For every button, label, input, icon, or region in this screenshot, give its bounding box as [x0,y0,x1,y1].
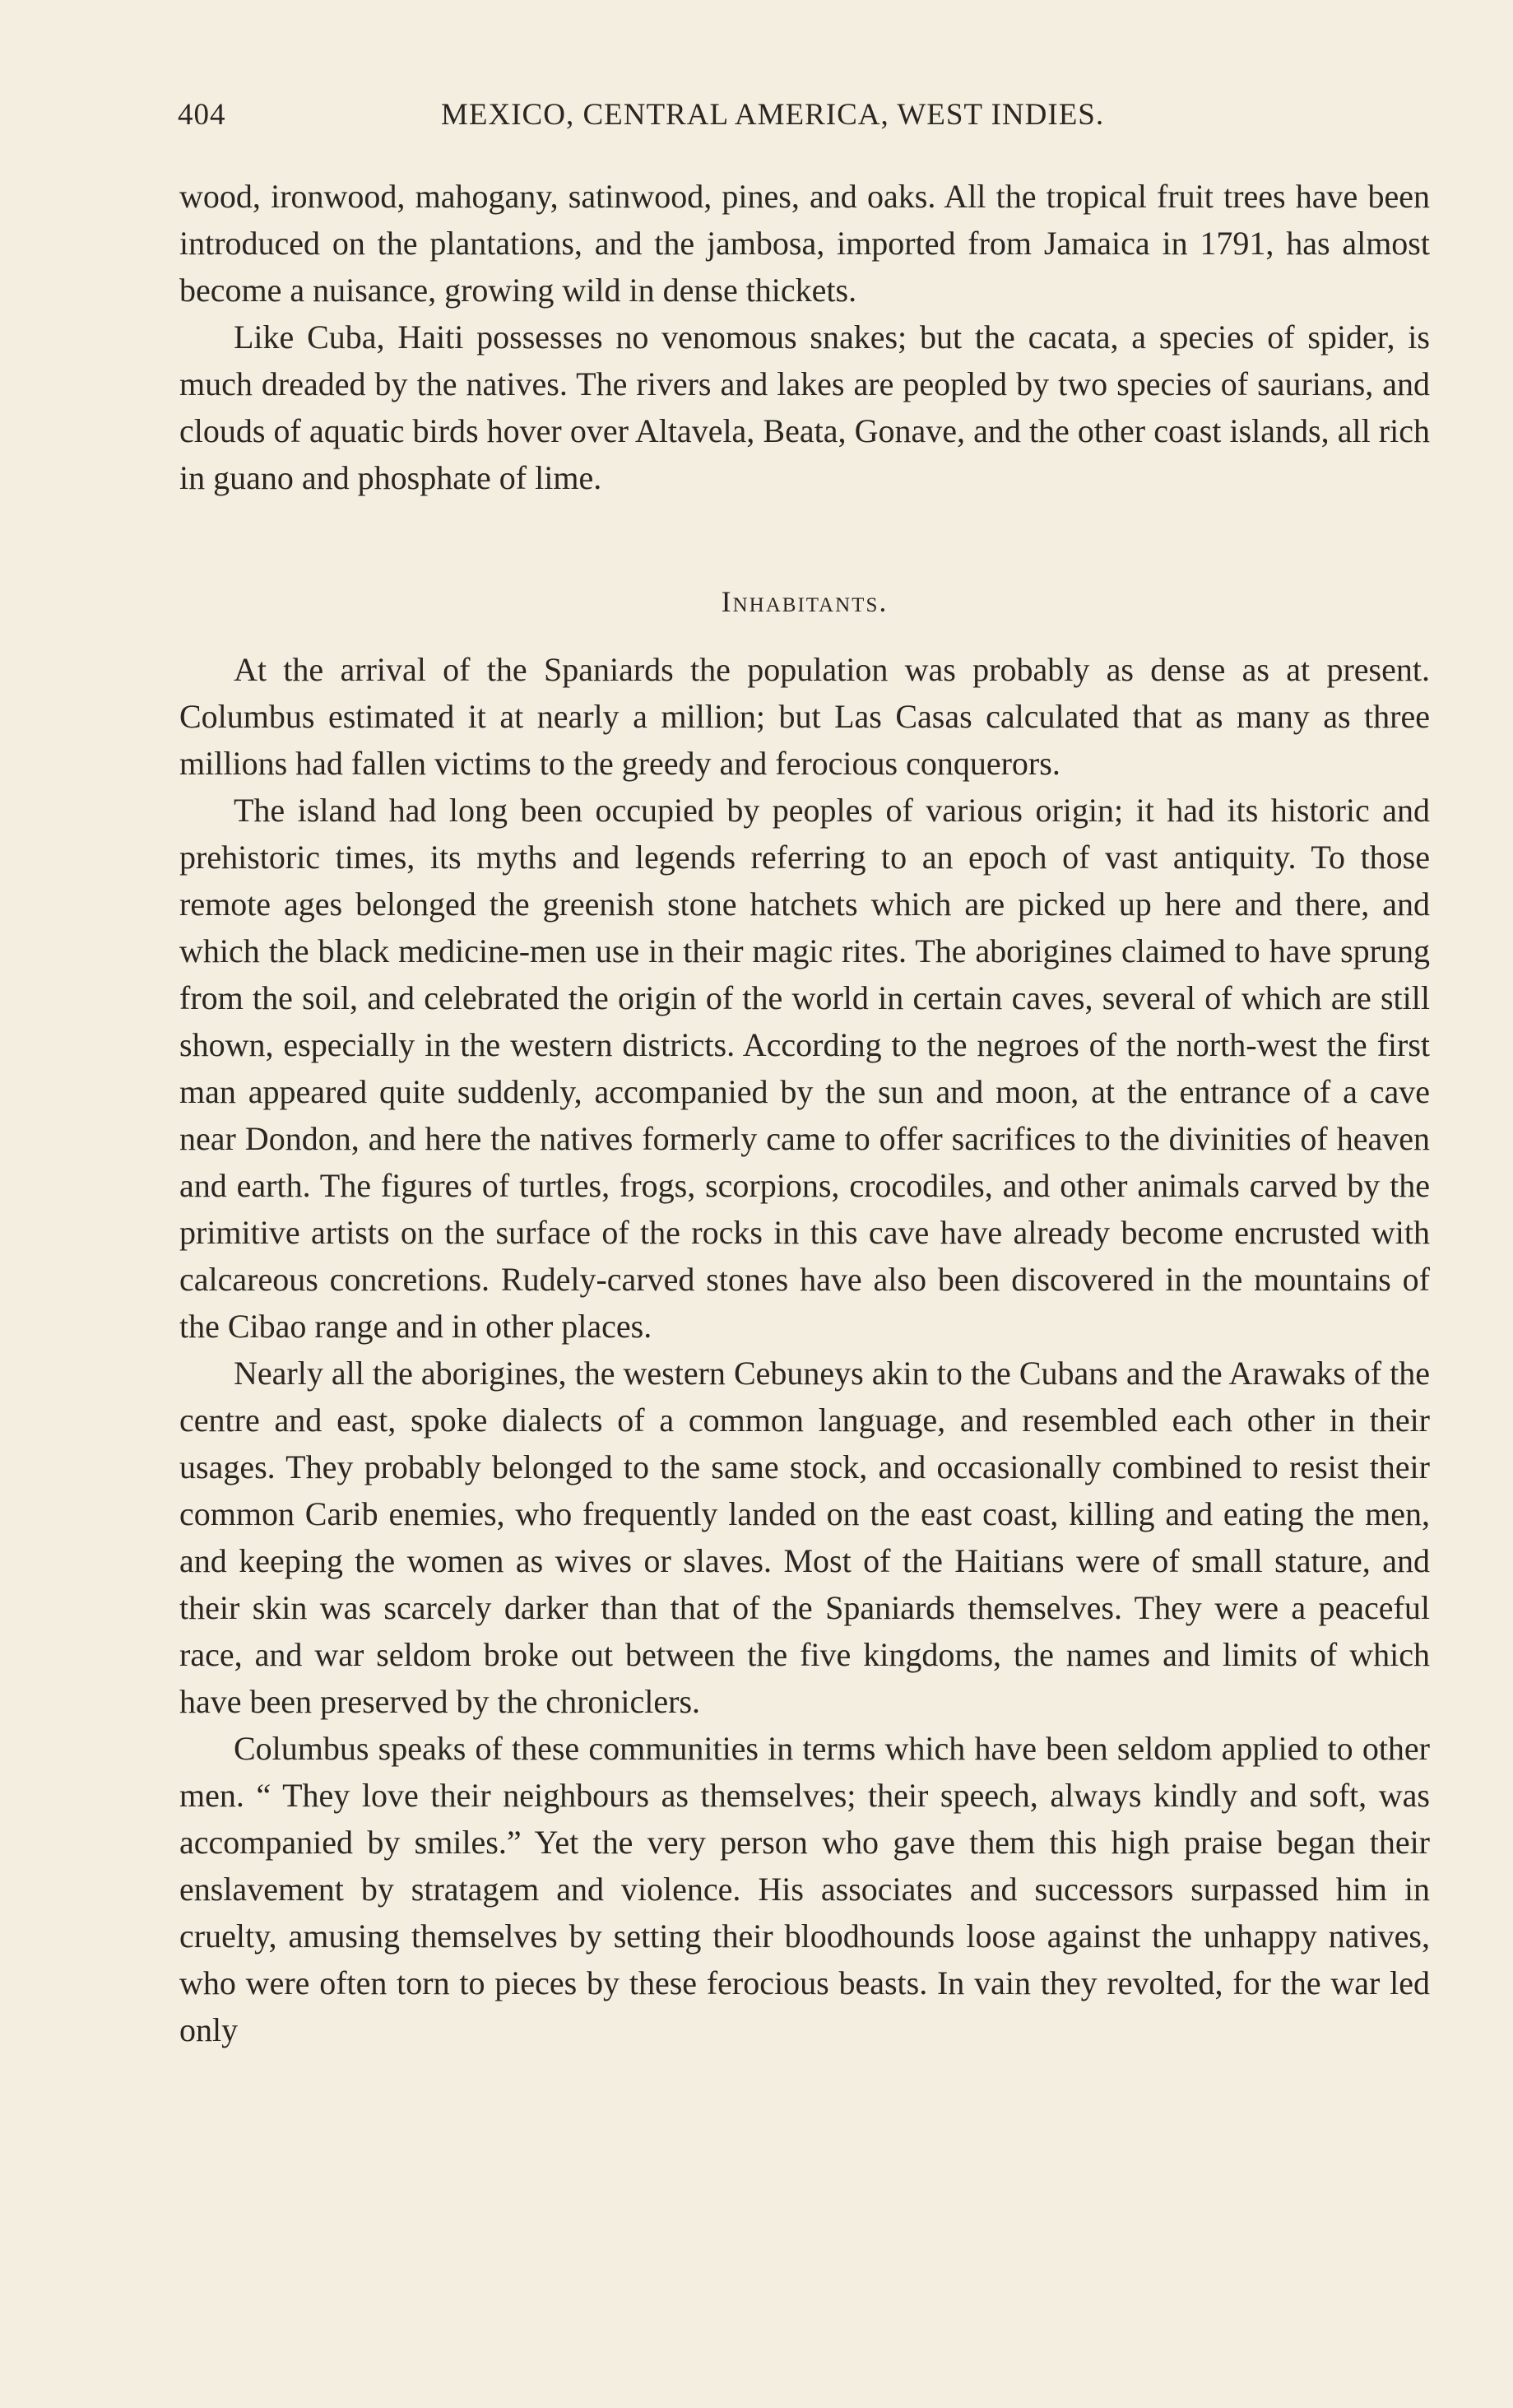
paragraph: Nearly all the aborigines, the western Cebuneys akin to the Cubans and the Arawaks of the centre and east, spoke dialects of a common language, and resembled each other in their usages. They probably belonged to the same stock, and occasionally combined to resist their common Carib enemies, who frequently landed on the east coast, killing and eating the men, and keeping the women as wives or slaves. Most of the Haitians were of small stature, and their skin was scarcely darker than that of the Spaniards themselves. They were a peaceful race, and war seldom broke out between the five kingdoms, the names and limits of which have been preserved by the chroniclers. [179,1355,1430,1720]
section-heading: Inhabitants. [721,585,889,618]
running-title: MEXICO, CENTRAL AMERICA, WEST INDIES. [441,98,1105,132]
paragraph: Columbus speaks of these communities in terms which have been seldom applied to other men. “ They love their neighbours as themselves; their speech, always kindly and soft, was accompanied by smiles.” Yet the very person who gave them this high praise began their enslavement by stratagem and violence. His associates and successors surpassed him in cruelty, amusing themselves by setting their bloodhounds loose against the unhappy natives, who were often torn to pieces by these ferocious beasts. In vain they revolted, for the war led only [179,1730,1430,2048]
intro-text [179,173,1430,501]
section-text [179,646,1430,2053]
running-head [178,97,1436,146]
paragraph: wood, ironwood, mahogany, satinwood, pines, and oaks. All the tropical fruit trees have been introduced on the plantations, and the jambosa, imported from Jamaica in 1791, has almost become a nuisance, growing wild in dense thickets. [179,178,1430,309]
paragraph: The island had long been occupied by peoples of various origin; it had its historic and prehistoric times, its myths and legends referring to an epoch of vast antiquity. To those remote ages belonged the greenish stone hatchets which are picked up here and there, and which the black medicine-men use in their magic rites. The aborigines claimed to have sprung from the soil, and celebrated the origin of the world in certain caves, several of which are still shown, especially in the western districts. According to the negroes of the north-west the first man appeared quite suddenly, accompanied by the sun and moon, at the entrance of a cave near Dondon, and here the natives formerly came to offer sacrifices to the divinities of heaven and earth. The figures of turtles, frogs, scorpions, crocodiles, and other animals carved by the primitive artists on the surface of the rocks in this cave have already become encrusted with calcareous concretions. Rudely-carved stones have also been discovered in the mountains of the Cibao range and in other places. [179,792,1430,1345]
paragraph: Like Cuba, Haiti possesses no venomous snakes; but the cacata, a species of spider, is much dreaded by the natives. The rivers and lakes are peopled by two species of saurians, and clouds of aquatic birds hover over Altavela, Beata, Gonave, and the other coast islands, all rich in guano and phosphate of lime. [179,318,1430,496]
paragraph: At the arrival of the Spaniards the population was probably as dense as at present. Columbus estimated it at nearly a million; but Las Casas calculated that as many as three millions had fallen victims to the greedy and ferocious conquerors. [179,651,1430,782]
page-number: 404 [178,98,226,132]
